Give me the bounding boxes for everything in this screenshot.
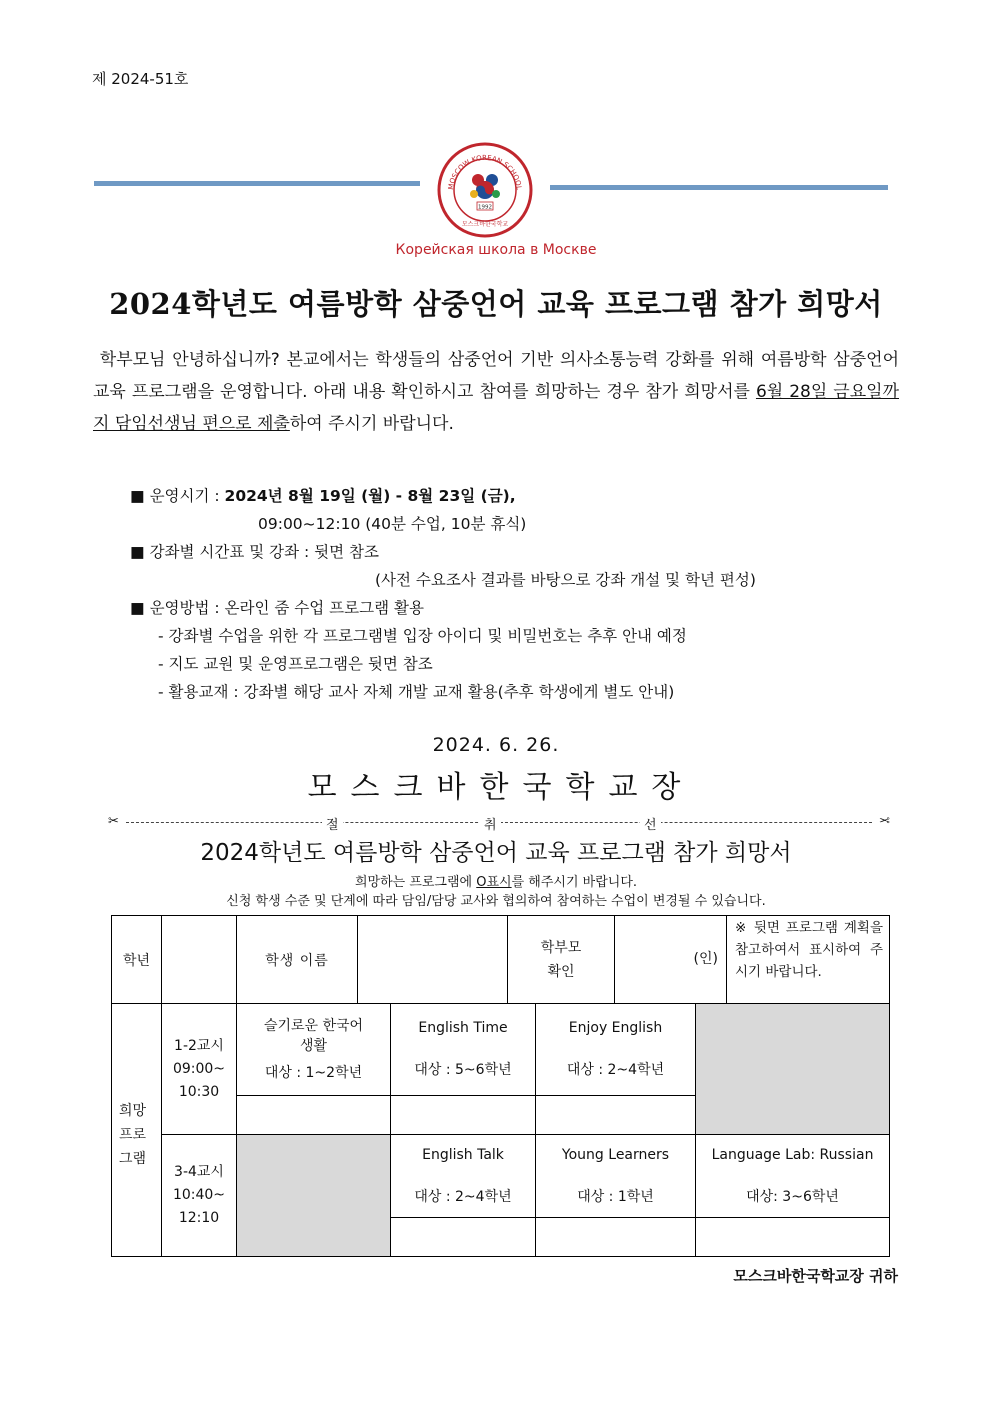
o-mark-label: O표시	[476, 875, 512, 890]
program-check-box[interactable]	[695, 1217, 890, 1257]
program-check-box[interactable]	[535, 1095, 696, 1135]
school-logo	[437, 142, 533, 238]
document-number: 제 2024-51호	[92, 70, 189, 88]
program-option[interactable]: Language Lab: Russian 대상: 3~6학년	[695, 1134, 890, 1218]
addressee: 모스크바한국학교장 귀하	[733, 1267, 898, 1285]
principal-signature: 모스크바한국학교장	[307, 770, 695, 805]
program-option[interactable]: Enjoy English 대상 : 2~4학년	[535, 1003, 696, 1096]
student-name-label: 학생 이름	[236, 915, 358, 1004]
program-empty-slot	[236, 1134, 391, 1257]
info-list	[130, 482, 756, 706]
period-2-label: 3-4교시 10:40~ 12:10	[161, 1134, 237, 1257]
page-title: 2024학년도 여름방학 삼중언어 교육 프로그램 참가 희망서	[109, 287, 883, 321]
period-time: 09:00~12:10 (40분 수업, 10분 휴식)	[258, 515, 527, 533]
program-option[interactable]: Young Learners 대상 : 1학년	[535, 1134, 696, 1218]
issue-date: 2024. 6. 26.	[432, 734, 560, 756]
method-label: ■ 운영방법 : 온라인 줌 수업 프로그램 활용	[130, 599, 424, 617]
school-subtitle: Корейская школа в Москве	[395, 242, 597, 258]
form-note-1: 희망하는 프로그램에 O표시를 해주시기 바랍니다.	[354, 875, 638, 890]
period-label: ■ 운영시기 :	[130, 487, 225, 505]
form-note-2: 신청 학생 수준 및 단계에 따라 담임/담당 교사와 협의하여 참여하는 수업이 변경될 수 있습니다.	[226, 894, 766, 909]
period-1-label: 1-2교시 09:00~ 10:30	[161, 1003, 237, 1135]
cut-label-3: 선	[640, 814, 661, 833]
program-empty-slot	[695, 1003, 890, 1135]
form-title: 2024학년도 여름방학 삼중언어 교육 프로그램 참가 희망서	[200, 840, 792, 866]
program-label: 희망 프로 그램	[111, 1003, 162, 1257]
scissors-icon: ✂	[108, 814, 119, 829]
intro-text-end: 하여 주시기 바랍니다.	[289, 414, 454, 434]
method-sub-2: - 지도 교원 및 운영프로그램은 뒷면 참조	[158, 655, 433, 673]
method-sub-3: - 활용교재 : 강좌별 해당 교사 자체 개발 교재 활용(추후 학생에게 별도 안내)	[158, 683, 675, 701]
student-name-input[interactable]	[357, 915, 508, 1004]
cut-line	[108, 814, 890, 832]
intro-paragraph	[93, 344, 899, 440]
period-value: 2024년 8월 19일 (월) - 8월 23일 (금),	[224, 487, 516, 505]
schedule-label: ■ 강좌별 시간표 및 강좌 : 뒷면 참조	[130, 543, 380, 561]
cut-label-1: 절	[322, 814, 343, 833]
application-form-table	[111, 915, 890, 1257]
header-line-left	[94, 181, 420, 186]
cut-label-2: 취	[480, 814, 501, 833]
intro-text: 학부모님 안녕하십니까? 본교에서는 학생들의 삼중언어 기반 의사소통능력 강화를 위해 여름방학 삼중언어교육 프로그램을 운영합니다. 아래 내용 확인하시고 참여를 희망하는 경우 참가 희망서를	[93, 350, 899, 402]
grade-label: 학년	[111, 915, 162, 1004]
parent-signature-field[interactable]	[614, 915, 727, 1004]
schedule-note: (사전 수요조사 결과를 바탕으로 강좌 개설 및 학년 편성)	[375, 571, 756, 589]
intro-deadline: 6월 28일 금요일까지 담임선생님 편으로 제출	[93, 382, 899, 434]
seal-label: (인)	[693, 951, 718, 967]
side-note: ※ 뒷면 프로그램 계획을 참고하여서 표시하여 주시기 바랍니다.	[726, 915, 890, 1004]
program-option[interactable]: 슬기로운 한국어 생활 대상 : 1~2학년	[236, 1003, 391, 1096]
logo-year: 1992	[478, 204, 492, 211]
header-line-right	[550, 185, 888, 190]
logo-text-top: MOSCOW KOREAN SCHOOL	[446, 153, 523, 191]
program-option[interactable]: English Time 대상 : 5~6학년	[390, 1003, 536, 1096]
program-check-box[interactable]	[535, 1217, 696, 1257]
program-option[interactable]: English Talk 대상 : 2~4학년	[390, 1134, 536, 1218]
program-check-box[interactable]	[390, 1095, 536, 1135]
program-check-box[interactable]	[390, 1217, 536, 1257]
program-check-box[interactable]	[236, 1095, 391, 1135]
method-sub-1: - 강좌별 수업을 위한 각 프로그램별 입장 아이디 및 비밀번호는 추후 안내 예정	[158, 627, 687, 645]
scissors-icon-right: ✂	[879, 814, 890, 829]
logo-text-bottom: 모스크바한국학교	[461, 221, 509, 228]
grade-input[interactable]	[161, 915, 237, 1004]
parent-confirm-label: 학부모 확인	[507, 915, 615, 1004]
